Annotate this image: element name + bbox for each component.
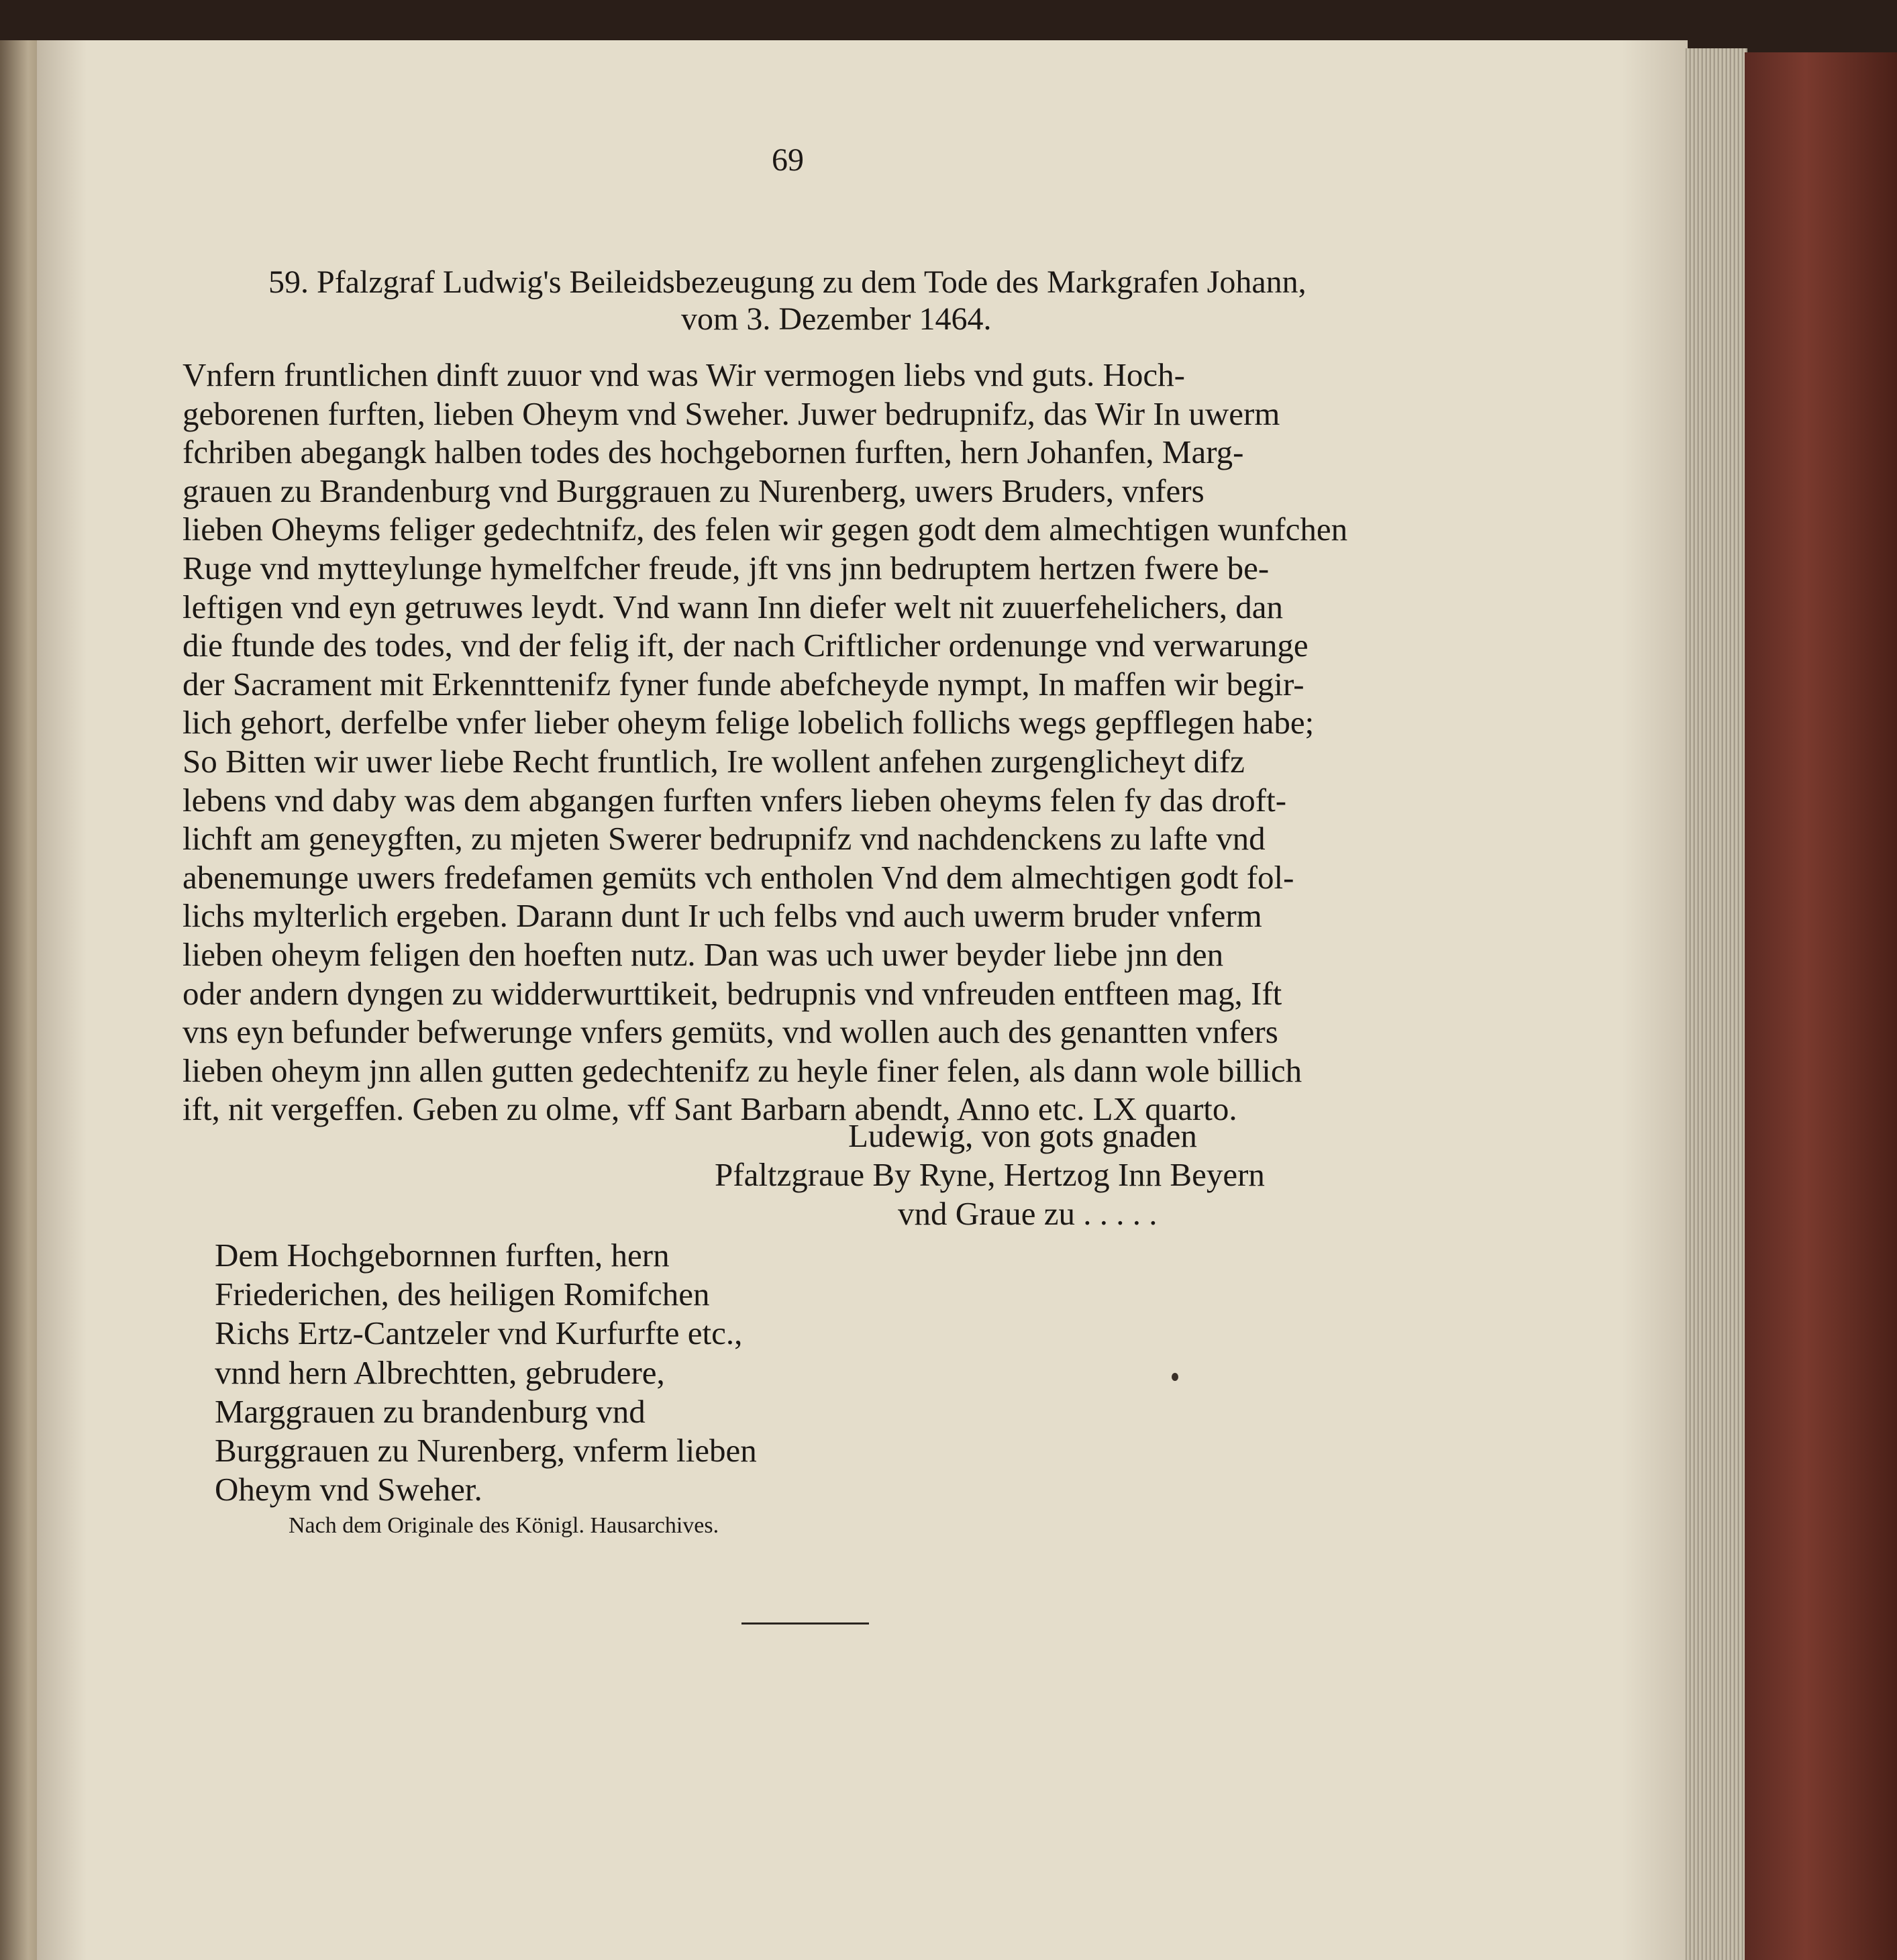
- address-line: Oheym vnd Sweher.: [215, 1471, 482, 1508]
- body-line: lieben oheym feligen den hoeften nutz. Dan was uch uwer beyder liebe jnn den: [183, 935, 1224, 973]
- document-heading-line-1: 59. Pfalzgraf Ludwig's Beileidsbezeugung zu dem Tode des Markgrafen Johann,: [268, 264, 1306, 300]
- body-line: die ftunde des todes, vnd der felig ift, der nach Criftlicher ordenunge vnd verwarunge: [183, 627, 1309, 664]
- body-line: ift, nit vergeffen. Geben zu olme, vff Sant Barbarn abendt, Anno etc. LX quarto.: [183, 1090, 1237, 1128]
- address-line: Friederichen, des heiligen Romifchen: [215, 1276, 710, 1313]
- document-heading-line-2: vom 3. Dezember 1464.: [681, 301, 992, 337]
- body-line: leftigen vnd eyn getruwes leydt. Vnd wann Inn diefer welt nit zuuerfehelichers, dan: [183, 588, 1284, 625]
- body-line: grauen zu Brandenburg vnd Burggrauen zu Nurenberg, uwers Bruders, vnfers: [183, 472, 1204, 509]
- body-line: lieben oheym jnn allen gutten gedechtenifz zu heyle finer felen, als dann wole billich: [183, 1051, 1302, 1089]
- body-line: Vnfern fruntlichen dinft zuuor vnd was Wir vermogen liebs vnd guts. Hoch-: [183, 356, 1185, 393]
- address-block: [215, 1236, 757, 1509]
- body-line: fchriben abegangk halben todes des hochgebornen furften, hern Johanfen, Marg-: [183, 433, 1244, 471]
- ink-speck: [1172, 1373, 1178, 1381]
- letter-body: [183, 356, 1347, 1129]
- page-edges: [1686, 48, 1747, 1960]
- body-line: lebens vnd daby was dem abgangen furften vnfers lieben oheyms felen fy das droft-: [183, 781, 1287, 819]
- source-note: Nach dem Originale des Königl. Hausarchives.: [289, 1513, 719, 1538]
- signature-line-2: Pfaltzgraue By Ryne, Hertzog Inn Beyern: [715, 1156, 1265, 1193]
- body-line: der Sacrament mit Erkennttenifz fyner funde abefcheyde nympt, In maffen wir begir-: [183, 665, 1304, 703]
- address-line: Dem Hochgebornnen furften, hern: [215, 1237, 670, 1274]
- body-line: lichs mylterlich ergeben. Darann dunt Ir uch felbs vnd auch uwerm bruder vnferm: [183, 897, 1262, 935]
- body-line: lich gehort, derfelbe vnfer lieber oheym felige lobelich follichs wegs gepfflegen habe;: [183, 704, 1315, 741]
- body-line: lichft am geneygften, zu mjeten Swerer bedrupnifz vnd nachdenckens zu lafte vnd: [183, 820, 1266, 858]
- body-line: So Bitten wir uwer liebe Recht fruntlich, Ire wollent anfehen zurgenglicheyt difz: [183, 742, 1245, 780]
- body-line: geborenen furften, lieben Oheym vnd Sweher. Juwer bedrupnifz, das Wir In uwerm: [183, 395, 1280, 432]
- signature-line-1: Ludewig, von gots gnaden: [848, 1117, 1197, 1154]
- body-line: vns eyn befunder befwerunge vnfers gemüts, vnd wollen auch des genantten vnfers: [183, 1013, 1278, 1051]
- address-line: Marggrauen zu brandenburg vnd: [215, 1392, 646, 1430]
- address-line: Richs Ertz-Cantzeler vnd Kurfurfte etc.,: [215, 1314, 743, 1352]
- book-cover-board: [1745, 52, 1897, 1960]
- body-line: oder andern dyngen zu widderwurttikeit, bedrupnis vnd vnfreuden entfteen mag, Ift: [183, 974, 1282, 1012]
- body-line: Ruge vnd mytteylunge hymelfcher freude, jft vns jnn bedruptem hertzen fwere be-: [183, 549, 1270, 586]
- body-line: lieben Oheyms feliger gedechtnifz, des felen wir gegen godt dem almechtigen wunfchen: [183, 511, 1348, 548]
- body-line: abenemunge uwers fredefamen gemüts vch entholen Vnd dem almechtigen godt fol-: [183, 858, 1294, 896]
- section-divider: [741, 1622, 869, 1624]
- signature-line-3: vnd Graue zu . . . . .: [898, 1195, 1158, 1232]
- address-line: Burggrauen zu Nurenberg, vnferm lieben: [215, 1431, 757, 1469]
- page-number: 69: [772, 142, 804, 178]
- left-page-edge: [0, 40, 40, 1960]
- address-line: vnnd hern Albrechtten, gebrudere,: [215, 1353, 665, 1391]
